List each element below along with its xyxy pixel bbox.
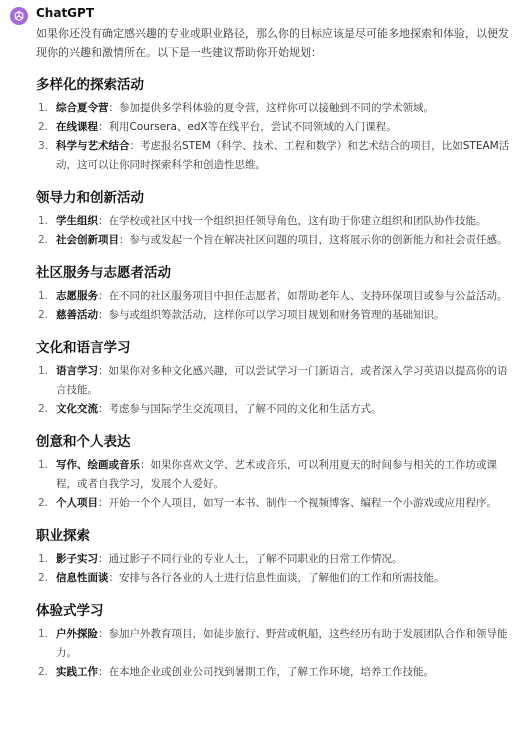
chatgpt-logo-icon (10, 7, 28, 25)
item-term: 语言学习 (56, 365, 98, 377)
list-item (36, 456, 514, 494)
item-term: 个人项目 (56, 497, 98, 509)
item-description: ：参加提供多学科体验的夏令营，这样你可以接触到不同的学术领域。 (108, 102, 434, 114)
list-item (36, 306, 514, 325)
section-heading: 领导力和创新活动 (36, 190, 144, 206)
section-heading: 多样化的探索活动 (36, 77, 144, 93)
item-description: ：参与或发起一个旨在解决社区问题的项目，这将展示你的创新能力和社会责任感。 (119, 234, 508, 246)
section-heading: 文化和语言学习 (36, 340, 131, 356)
item-description: ：在本地企业或创业公司找到暑期工作，了解工作环境，培养工作技能。 (98, 666, 434, 678)
item-term: 在线课程 (56, 121, 98, 133)
intro-paragraph: 如果你还没有确定感兴趣的专业或职业路径，那么你的目标应该是尽可能多地探索和体验，以便发现你的兴趣和激情所在。以下是一些建议帮助你开始规划： (36, 27, 509, 59)
item-term: 实践工作 (56, 666, 98, 678)
item-term: 慈善活动 (56, 309, 98, 321)
item-term: 综合夏令营 (56, 102, 109, 114)
item-term: 写作、绘画或音乐 (56, 459, 140, 471)
section (36, 75, 514, 175)
numbered-list (36, 550, 514, 588)
section-heading: 职业探索 (36, 528, 90, 544)
list-item (36, 569, 514, 588)
list-number: 1. (38, 290, 49, 302)
list-number: 1. (38, 459, 49, 471)
section-heading: 体验式学习 (36, 603, 104, 619)
item-term: 学生组织 (56, 215, 98, 227)
list-number: 2. (38, 121, 49, 133)
item-term: 信息性面谈 (56, 572, 109, 584)
list-item (36, 625, 514, 663)
item-description: ：如果你喜欢文学、艺术或音乐，可以利用夏天的时间参与相关的工作坊或课程，或者自我学习，发展个人爱好。 (56, 459, 497, 490)
item-description: ：考虑参与国际学生交流项目，了解不同的文化和生活方式。 (98, 403, 382, 415)
list-number: 2. (38, 572, 49, 584)
list-number: 1. (38, 102, 49, 114)
item-term: 户外探险 (56, 628, 98, 640)
list-number: 2. (38, 234, 49, 246)
list-item (36, 663, 514, 682)
item-term: 科学与艺术结合 (56, 140, 130, 152)
sections-container (36, 75, 514, 682)
section (36, 432, 514, 513)
numbered-list (36, 456, 514, 513)
list-number: 2. (38, 403, 49, 415)
item-description: ：开始一个个人项目，如写一本书、制作一个视频博客、编程一个小游戏或应用程序。 (98, 497, 497, 509)
list-item (36, 362, 514, 400)
item-description: ：安排与各行各业的人士进行信息性面谈，了解他们的工作和所需技能。 (108, 572, 445, 584)
numbered-list (36, 212, 514, 250)
list-number: 1. (38, 365, 49, 377)
numbered-list (36, 99, 514, 175)
item-description: ：在学校或社区中找一个组织担任领导角色，这有助于你建立组织和团队协作技能。 (98, 215, 487, 227)
section (36, 188, 514, 250)
list-item (36, 550, 514, 569)
item-description: ：在不同的社区服务项目中担任志愿者，如帮助老年人、支持环保项目或参与公益活动。 (98, 290, 508, 302)
list-number: 1. (38, 215, 49, 227)
message-author: ChatGPT (36, 6, 95, 20)
list-number: 2. (38, 497, 49, 509)
item-description: ：参与或组织筹款活动，这样你可以学习项目规划和财务管理的基础知识。 (98, 309, 445, 321)
section (36, 338, 514, 419)
list-number: 2. (38, 309, 49, 321)
list-item (36, 400, 514, 419)
item-description: ：通过影子不同行业的专业人士，了解不同职业的日常工作情况。 (98, 553, 403, 565)
item-term: 志愿服务 (56, 290, 98, 302)
list-item (36, 118, 514, 137)
section-heading: 社区服务与志愿者活动 (36, 265, 171, 281)
item-description: ：如果你对多种文化感兴趣，可以尝试学习一门新语言，或者深入学习英语以提高你的语言技能。 (56, 365, 508, 396)
section (36, 601, 514, 682)
list-number: 1. (38, 553, 49, 565)
item-description: ：利用Coursera、edX等在线平台，尝试不同领域的入门课程。 (98, 121, 397, 133)
numbered-list (36, 362, 514, 419)
item-term: 影子实习 (56, 553, 98, 565)
list-item (36, 99, 514, 118)
item-term: 文化交流 (56, 403, 98, 415)
section-heading: 创意和个人表达 (36, 434, 131, 450)
list-item (36, 231, 514, 250)
openai-swirl-icon (13, 10, 25, 22)
list-item (36, 287, 514, 306)
list-number: 2. (38, 666, 49, 678)
item-term: 社会创新项目 (56, 234, 119, 246)
section (36, 526, 514, 588)
item-description: ：考虑报名STEM（科学、技术、工程和数学）和艺术结合的项目，比如STEAM活动，这可以让你同时探索科学和创造性思维。 (56, 140, 510, 171)
section (36, 263, 514, 325)
list-number: 1. (38, 628, 49, 640)
list-item (36, 137, 514, 175)
numbered-list (36, 625, 514, 682)
item-description: ：参加户外教育项目，如徒步旅行、野营或帆船，这些经历有助于发展团队合作和领导能力。 (56, 628, 508, 659)
numbered-list (36, 287, 514, 325)
list-item (36, 494, 514, 513)
list-item (36, 212, 514, 231)
list-number: 3. (38, 140, 49, 152)
message-content (36, 24, 514, 682)
